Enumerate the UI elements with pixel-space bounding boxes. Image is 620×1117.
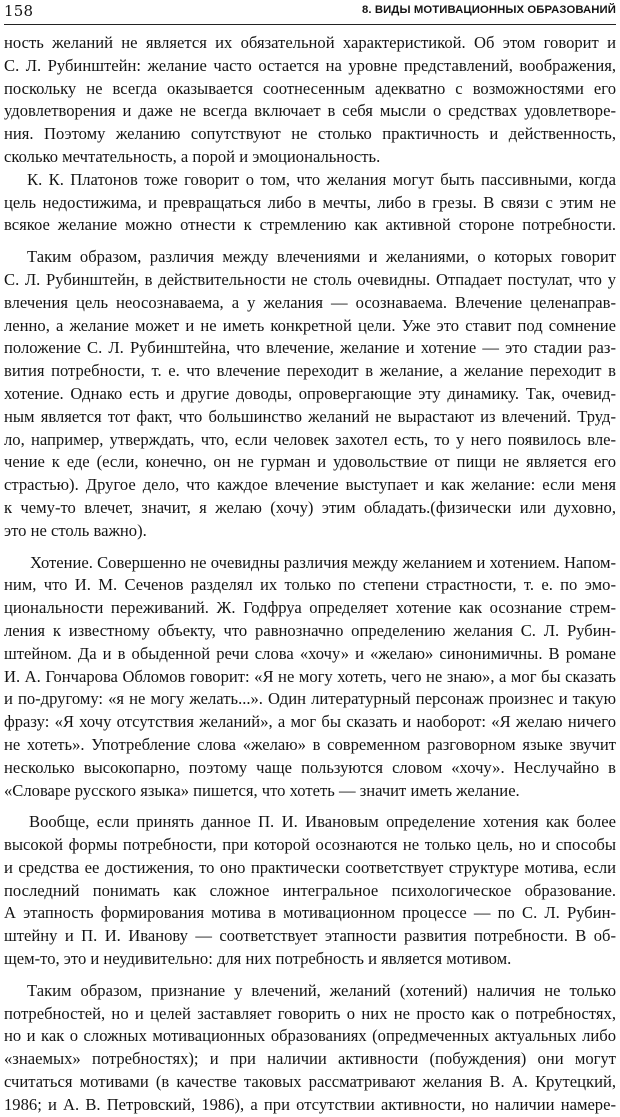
text-line: и средства ее достижения, то оно практически соответствует структуре мотива, если	[4, 857, 616, 877]
text-line: считаться мотивами (в качестве таковых рассматривают желания В. А. Крутецкий,	[4, 1072, 616, 1092]
paragraph	[4, 32, 616, 146]
text-line: и по-другому: «я не могу желать...». Один литературный персонаж произнес и такую	[4, 689, 616, 709]
text-line: потребностей, но и целей заставляет говорить о них не просто как о потребностях,	[4, 1003, 616, 1023]
text-line: ным является тот факт, что большинство желаний не вырастают из влечений. Труд-	[4, 406, 616, 426]
text-line: вития потребности, т. е. что влечение переходит в желание, а желание переходит в	[4, 361, 616, 381]
text-line: Таким образом, различия между влечениями и желаниями, о которых говорит	[27, 247, 616, 267]
paragraph	[4, 169, 616, 192]
text-line: последний понимать как сложное интегральное психологическое образование.	[4, 880, 616, 900]
text-line: штейну и П. И. Иванову — соответствует этапности развития потребности. В об-	[4, 926, 616, 946]
text-line: ним, что И. М. Сеченов разделял их только по степени страстности, т. е. по эмо-	[4, 575, 616, 595]
paragraph-end	[4, 948, 616, 971]
text-line: это не столь важно).	[4, 520, 147, 540]
text-line: страстью). Другое дело, что каждое влечение выступает и как желание: если меня	[4, 475, 616, 495]
text-line: чение к еде (если, конечно, он не гурман и удовольствие от пищи не является его	[4, 452, 616, 472]
paragraph-end	[4, 146, 616, 169]
text-line: ность желаний не является их обязательной характеристикой. Об этом говорит и	[4, 33, 616, 52]
text-line: ления к известному объекту, что равнозначно определению желания С. Л. Рубин-	[4, 620, 616, 640]
text-line: «Словаре русского языка» пишется, что хотеть — значит иметь желание.	[4, 780, 520, 800]
paragraph-end	[4, 520, 616, 543]
text-line: 1986; и А. В. Петровский, 1986), а при отсутствии активности, но наличии намере-	[4, 1094, 616, 1114]
text-line: но и как о сложных мотивационных образованиях (опредмеченных актуальных либо	[4, 1026, 616, 1046]
paragraph	[4, 269, 616, 520]
text-line: «знаемых» потребностях); и при наличии активности (побуждения) они могут	[4, 1049, 616, 1069]
text-line: фразу: «Я хочу отсутствия желаний», а мог бы сказать и наоборот: «Я желаю ничего	[4, 712, 616, 732]
text-line: С. Л. Рубинштейн: желание часто остается на уровне представлений, воображения,	[4, 55, 616, 75]
paragraph	[4, 811, 616, 834]
text-line: сколько мечтательность, а порой и эмоциональность.	[4, 146, 381, 166]
text-line: несколько высокопарно, поэтому чаще пользуются словом «хочу». Неслучайно в	[4, 757, 616, 777]
text-line: к чему-то влечет, значит, я желаю (хочу) этим обладать.(физически или духовно,	[4, 497, 616, 517]
paragraph	[4, 246, 616, 269]
page-number: 158	[4, 2, 34, 20]
text-line: положение С. Л. Рубинштейна, что влечение, желание и хотение — это стадии раз-	[4, 338, 616, 358]
text-line: С. Л. Рубинштейн, в действительности не столь очевидны. Отпадает постулат, что у	[4, 269, 616, 289]
text-line: К. К. Платонов тоже говорит о том, что желания могут быть пассивными, когда	[27, 169, 616, 189]
running-title: 8. ВИДЫ МОТИВАЦИОННЫХ ОБРАЗОВАНИЙ	[361, 4, 616, 16]
text-line: штейном. Да и в обыденной речи слова «хочу» и «желаю» синонимичны. В романе	[4, 643, 616, 663]
text-line: удовлетворения и даже не всегда включает в себя мысли о средствах удовлетворе-	[4, 101, 616, 121]
text-line: не хотеть». Употребление слова «желаю» в современном разговорном языке звучит	[4, 734, 616, 754]
text-line: цель недостижима, и превращаться либо в мечты, либо в грезы. В связи с этим не	[4, 192, 616, 212]
text-line: Хотение. Совершенно не очевидны различия между желанием и хотением. Напом-	[30, 552, 616, 572]
page-header	[4, 0, 616, 25]
paragraph	[4, 1003, 616, 1117]
text-line: А этапность формирования мотива в мотивационном процессе — по С. Л. Рубин-	[4, 903, 616, 923]
text-line: высокой формы потребности, при которой осознаются не только цель, но и способы	[4, 835, 616, 855]
text-line: хотение. Однако есть и другие доводы, опровергающие эту динамику. Так, очевид-	[4, 383, 616, 403]
text-line: циональности переживаний. Ж. Годфруа определяет хотение как осознание стрем-	[4, 598, 616, 618]
text-line: всякое желание можно отнести к стремлению как активной стороне потребности.	[4, 215, 616, 235]
text-line: ло, например, утверждать, что, если человек захотел есть, то у него появилось вле-	[4, 429, 616, 449]
body-text	[4, 32, 616, 1117]
text-line: влечения цель неосознаваема, а у желания — осознаваема. Влечение целенаправ-	[4, 292, 616, 312]
text-line: ленно, а желание может и не иметь конкретной цели. Уже это ставит под сомнение	[4, 315, 616, 335]
paragraph	[4, 552, 616, 575]
text-line: ния. Поэтому желанию сопутствуют не столько практичность и действенность,	[4, 124, 616, 144]
text-line: поскольку не всегда оказывается соотнесенным адекватно с возможностями его	[4, 78, 616, 98]
text-line: щем-то, это и неудивительно: для них потребность и является мотивом.	[4, 949, 512, 969]
text-line: Таким образом, признание у влечений, желаний (хотений) наличия не только	[27, 980, 616, 1000]
text-line: Вообще, если принять данное П. И. Ивановым определение хотения как более	[29, 812, 616, 832]
paragraph	[4, 574, 616, 779]
paragraph-end	[4, 780, 616, 803]
paragraph	[4, 980, 616, 1003]
text-line: И. А. Гончарова Обломов говорит: «Я не могу хотеть, чего не знаю», а мог бы сказать	[4, 666, 616, 686]
paragraph	[4, 192, 616, 238]
paragraph	[4, 834, 616, 948]
